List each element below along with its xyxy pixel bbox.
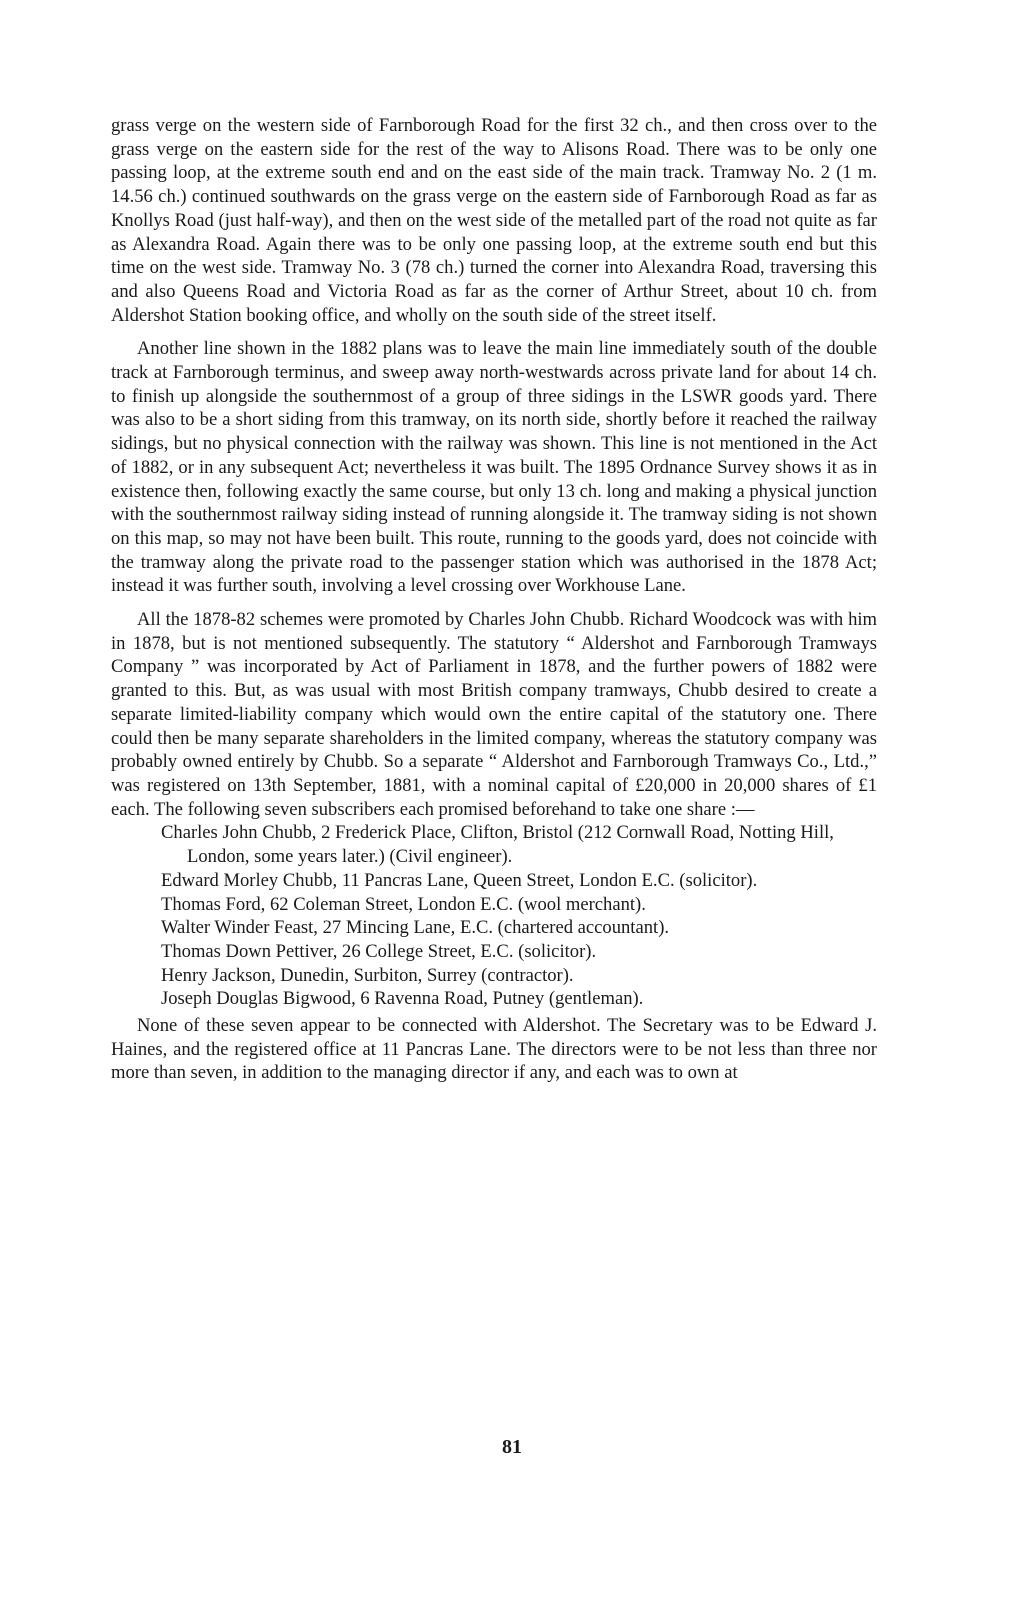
subscriber-entry: Thomas Down Pettiver, 26 College Street, E.C. (solicitor). <box>161 940 597 962</box>
paragraph-4: None of these seven appear to be connected with Aldershot. The Secretary was to be Edward J. Haines, and the registered office at 11 Pancras Lane. The directors were to be not less than three nor more than seven, in addition to the managing director if any, and each was to own at <box>111 1015 877 1084</box>
paragraph-1: grass verge on the western side of Farnborough Road for the first 32 ch., and then cross over to the grass verge on the eastern side for the rest of the way to Alisons Road. There was to be only one passing loop, at the extreme south end and on the east side of the main track. Tramway No. 2 (1 m. 14.56 ch.) continued southwards on the grass verge on the eastern side of Farnborough Road as far as Knollys Road (just half-way), and then on the west side of the metalled part of the road not quite as far as Alexandra Road. Again there was to be only one passing loop, at the extreme south end but this time on the west side. Tramway No. 3 (78 ch.) turned the corner into Alexandra Road, traversing this and also Queens Road and Victoria Road as far as the corner of Arthur Street, about 10 ch. from Aldershot Station booking office, and wholly on the south side of the street itself. <box>111 115 877 326</box>
subscriber-list <box>111 821 877 1011</box>
subscriber-entry: Charles John Chubb, 2 Frederick Place, Clifton, Bristol (212 Cornwall Road, Notting Hill, London, some years later.) (Civil engineer). <box>161 822 834 868</box>
paragraph-3: All the 1878-82 schemes were promoted by Charles John Chubb. Richard Woodcock was with him in 1878, but is not mentioned subsequently. The statutory “ Aldershot and Farnborough Tramways Company ” was incorporated by Act of Parliament in 1878, and the further powers of 1882 were granted to this. But, as was usual with most British company tramways, Chubb desired to create a separate limited-liability company which would own the entire capital of the statutory one. There could then be many separate shareholders in the limited company, whereas the statutory company was probably owned entirely by Chubb. So a separate “ Aldershot and Farnborough Tramways Co., Ltd.,” was registered on 13th September, 1881, with a nominal capital of £20,000 in 20,000 shares of £1 each. The following seven subscribers each promised beforehand to take one share :— <box>111 609 877 820</box>
subscriber-entry: Thomas Ford, 62 Coleman Street, London E.C. (wool merchant). <box>161 893 646 915</box>
page-body <box>111 114 877 1085</box>
page-number: 81 <box>502 1436 522 1458</box>
subscriber-entry: Henry Jackson, Dunedin, Surbiton, Surrey (contractor). <box>161 964 574 986</box>
subscriber-entry: Walter Winder Feast, 27 Mincing Lane, E.C. (chartered accountant). <box>161 917 670 939</box>
subscriber-entry: Edward Morley Chubb, 11 Pancras Lane, Queen Street, London E.C. (solicitor). <box>161 869 758 891</box>
subscriber-entry: Joseph Douglas Bigwood, 6 Ravenna Road, Putney (gentleman). <box>161 988 644 1010</box>
paragraph-2: Another line shown in the 1882 plans was to leave the main line immediately south of the double track at Farnborough terminus, and sweep away north-westwards across private land for about 14 ch. to finish up alongside the southernmost of a group of three sidings in the LSWR goods yard. There was also to be a short siding from this tramway, on its north side, shortly before it reached the railway sidings, but no physical connection with the railway was shown. This line is not mentioned in the Act of 1882, or in any subsequent Act; nevertheless it was built. The 1895 Ordnance Survey shows it as in existence then, following exactly the same course, but only 13 ch. long and making a physical junction with the southernmost railway siding instead of running alongside it. The tramway siding is not shown on this map, so may not have been built. This route, running to the goods yard, does not coincide with the tramway along the private road to the passenger station which was authorised in the 1878 Act; instead it was further south, involving a level crossing over Workhouse Lane. <box>111 338 877 597</box>
